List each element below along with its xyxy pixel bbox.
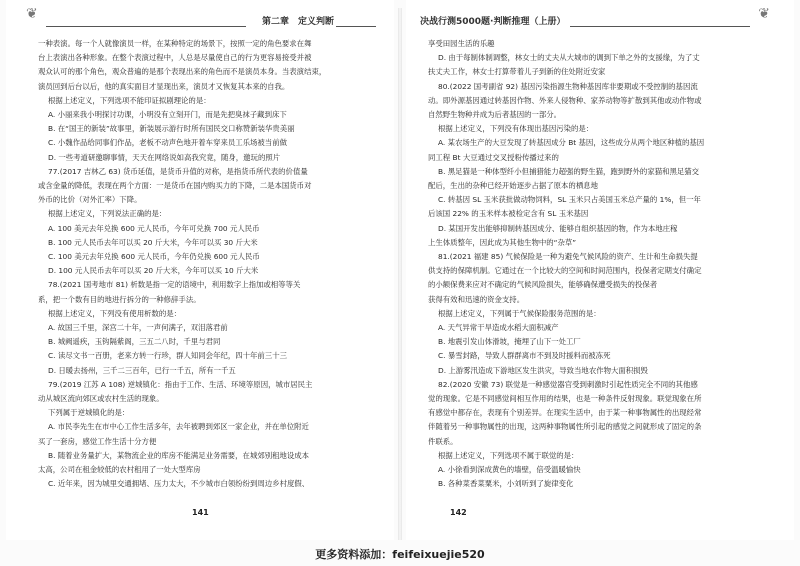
text-line: 自然野生物种并成为后者基因的一部分。 <box>428 110 562 120</box>
left-page-text <box>38 37 376 492</box>
text-line: 根据上述定义，下列属于气候保险服务范围的是： <box>438 308 601 318</box>
text-line: 82.(2020 安徽 73) 联觉是一种感觉器官受到刺激时引起性质完全不同的其他感 <box>438 379 698 389</box>
text-line: 的小额保费来应对不确定的气候风险损失，能够确保遭受损失的投保者 <box>428 280 658 290</box>
text-line: 78.(2021 国考地市 81) 析数是指一定的语境中，利用数字上指加或相等等关 <box>48 280 301 290</box>
text-line: D. 上游雾汛造成下游地区发生洪灾，导致当地农作物大面积损毁 <box>438 365 648 375</box>
ornament-icon: ❦ <box>758 6 770 22</box>
text-line: 买了一套房，感觉工作生活十分方便 <box>38 436 157 446</box>
text-line: C. 转基因 SL 玉米获批做动物饲料，SL 玉米只占美国玉米总产量的 1%，但一年 <box>438 195 701 205</box>
text-line: 太高，公司在租金较低的农村租用了一处大型库房 <box>38 465 201 475</box>
text-line: B. 地震引发山体滑坡，掩埋了山下一处工厂 <box>438 337 581 347</box>
text-line: A. 100 美元去年兑换 600 元人民币，今年可兑换 700 元人民币 <box>48 223 260 233</box>
text-line: B. 在“国王的新装”故事里，新装展示游行时所有国民交口称赞新装华贵美丽 <box>48 124 295 134</box>
text-line: 77.(2017 吉林乙 63) 货币延值，是货币升值的对称，是指货币所代表的价值量 <box>48 166 308 176</box>
text-line: 根据上述定义，下列选项不能印证拟剧理论的是： <box>48 95 211 105</box>
text-line: 供支持的保障机制。它通过在一个比较大的空间和时间范围内，投保者定期支付确定 <box>428 266 702 276</box>
text-line: D. 日暖去扬州，三千二三百年，已行一千五，所有一千五 <box>48 365 236 375</box>
text-line: C. 小魏作品给同事们作品，老板不动声色地开着车穿来员工乐场被当前做 <box>48 138 287 148</box>
header-rule <box>570 26 750 27</box>
header-rule <box>46 26 246 27</box>
text-line: 台上表演出各种形象。在整个表演过程中，人总是尽量使自己的行为更容易接受并被 <box>38 53 312 63</box>
text-line: 享受田园生活的乐趣 <box>428 39 495 48</box>
text-line: 根据上述定义，下列没有体现出基因污染的是： <box>438 124 594 134</box>
text-line: 系，把一个数有目的地进行拆分的一种修辞手法。 <box>38 294 201 304</box>
text-line: 根据上述定义，下列没有使用析数的是： <box>48 308 182 318</box>
footer-contact-text: 更多资料添加：feifeixuejie520 <box>315 548 485 561</box>
text-line: 有感觉中都存在，表现有个别差异。在现实生活中，由于某一种事物属性的出现经常 <box>428 408 702 418</box>
text-line: D. 某国开发出能够抑制转基因成分、能够自组织基因的物，作为本地庄稼 <box>438 223 678 233</box>
text-line: B. 城阙遥疾，玉钩隔紫阁，三五二八时，千里与君同 <box>48 337 221 347</box>
text-line: A. 小徐看到深成黄色的墙壁，倍受温暖愉快 <box>438 465 581 475</box>
text-line: 扶丈夫工作，林女士打算带着儿子到新的住处附近安家 <box>428 67 606 77</box>
text-line: 演员回到后台以后，他的真实面目才显现出来，演员才又恢复其本来的自我。 <box>38 81 290 91</box>
header-rule <box>336 26 376 27</box>
text-line: B. 100 元人民币去年可以买 20 斤大米，今年可以买 30 斤大米 <box>48 237 258 247</box>
ornament-icon: ❦ <box>26 6 38 22</box>
chapter-title: 第二章 定义判断 <box>256 14 340 27</box>
text-line: B. 黑足猫是一种体型纤小但捕猎能力超强的野生猫，跑到野外的家猫和黑足猫交 <box>438 166 700 176</box>
book-gutter <box>398 8 402 540</box>
right-page-header <box>420 11 750 29</box>
page-number: 141 <box>192 508 209 517</box>
text-line: 外币的比价（对外汇率）下降。 <box>38 195 142 205</box>
text-line: 伴随着另一种事物属性的出现，这两种事物属性所引起的感觉之间就形成了固定的条 <box>428 422 702 432</box>
text-line: D. 一些考道研邀聊事情，天天在网络说如高我究竟，随身，邀玩的照片 <box>48 152 281 162</box>
text-line: 动。即外源基因通过转基因作物、外来人侵物种、家养动物等扩散到其他或动作物或 <box>428 95 702 105</box>
text-line: D. 由于每制体制调整，林女士的丈夫从大城市的调到下单之外的支援缘，为了丈 <box>438 53 700 63</box>
text-line: C. 近年来，因为城里交通拥堵、压力太大，不少城市白领纷纷到周边乡村度假、 <box>48 479 310 489</box>
text-line: 动从城区流向郊区或农村生活的现象。 <box>38 394 164 404</box>
text-line: C. 暴雪封路，导致人群群离市不到及时援料而被冻死 <box>438 351 611 361</box>
text-line: A. 故国三千里，深宫二十年，一声何满子，双泪落君前 <box>48 323 228 333</box>
text-line: D. 100 元人民币去年可以买 20 斤大米，今年可以买 10 斤大米 <box>48 266 259 276</box>
text-line: C. 读尽文书一百册，老来方转一行珍，群人知同会年纪，四十年前三十三 <box>48 351 287 361</box>
text-line: A. 小丽来我小明探讨功课，小明没有立刻开门，而是先把臭袜子藏到床下 <box>48 110 287 120</box>
text-line: 配后，生出的杂种已经开始逐步占据了原本的栖息地 <box>428 181 598 191</box>
text-line: 观众认可的那个角色，观众普遍的是那个表现出来的角色而不是演员本身。当表演结束， <box>38 67 327 77</box>
text-line: 一种表演。每一个人就像演员一样，在某种特定的场景下，按照一定的角色要求在舞 <box>38 39 312 48</box>
book-title: 决战行测5000题·判断推理（上册） <box>420 14 571 27</box>
text-line: 79.(2019 江苏 A 108) 逆城镇化：指由于工作、生活、环境等原因，城市居民主 <box>48 379 313 389</box>
text-line: 上生体质整年，因此成为其他生物中的“杂草” <box>428 237 577 247</box>
text-line: C. 100 美元去年兑换 600 元人民币，今年仍兑换 600 元人民币 <box>48 252 260 262</box>
left-page <box>6 0 394 540</box>
text-line: 同工程 Bt 大豆通过交叉授粉传播过来的 <box>428 152 559 162</box>
text-line: 根据上述定义，下列说法正确的是： <box>48 209 167 219</box>
text-line: 根据上述定义，下列选项不属于联觉的是： <box>438 450 579 460</box>
text-line: A. 某农场生产的大豆发现了转基因成分 Bt 基因，这些成分从两个地区种植的基因 <box>438 138 705 148</box>
left-page-header <box>46 11 376 29</box>
text-line: B. 各种菜香菜粟米，小刘听到了旋律变化 <box>438 479 574 489</box>
text-line: 80.(2022 国考副省 92) 基因污染指源生物种基因库非要期或不受控制的基因流 <box>438 81 698 91</box>
text-line: 获得有效和迅速的资金支持。 <box>428 294 525 304</box>
text-line: A. 市民李先生在市中心工作生活多年，去年被聘到郊区一家企业，并在单位附近 <box>48 422 309 432</box>
text-line: 81.(2021 福建 85) 气候保险是一种为避免气候风险的资产、生计和生命损失提 <box>438 252 698 262</box>
right-page <box>406 0 794 540</box>
page-number: 142 <box>450 508 467 517</box>
text-line: 觉的现象。它是不同感觉间相互作用的结果，也是一种条件反射现象。联觉现象在所 <box>428 394 702 404</box>
text-line: 件联系。 <box>428 436 458 446</box>
right-page-text <box>428 37 766 492</box>
text-line: A. 天气异常干旱造成水稻大面积减产 <box>438 323 559 333</box>
text-line: 或含金量的降低，表现在两个方面：一是货币在国内购买力的下降，二是本国货币对 <box>38 181 312 191</box>
text-line: 后该国 22% 的玉米样本被检定含有 SL 玉米基因 <box>428 209 589 219</box>
text-line: B. 随着业务量扩大，某物流企业的库房不能满足业务需要，在城郊别租地设成本 <box>48 450 310 460</box>
text-line: 下列属于逆城镇化的是： <box>48 408 130 418</box>
